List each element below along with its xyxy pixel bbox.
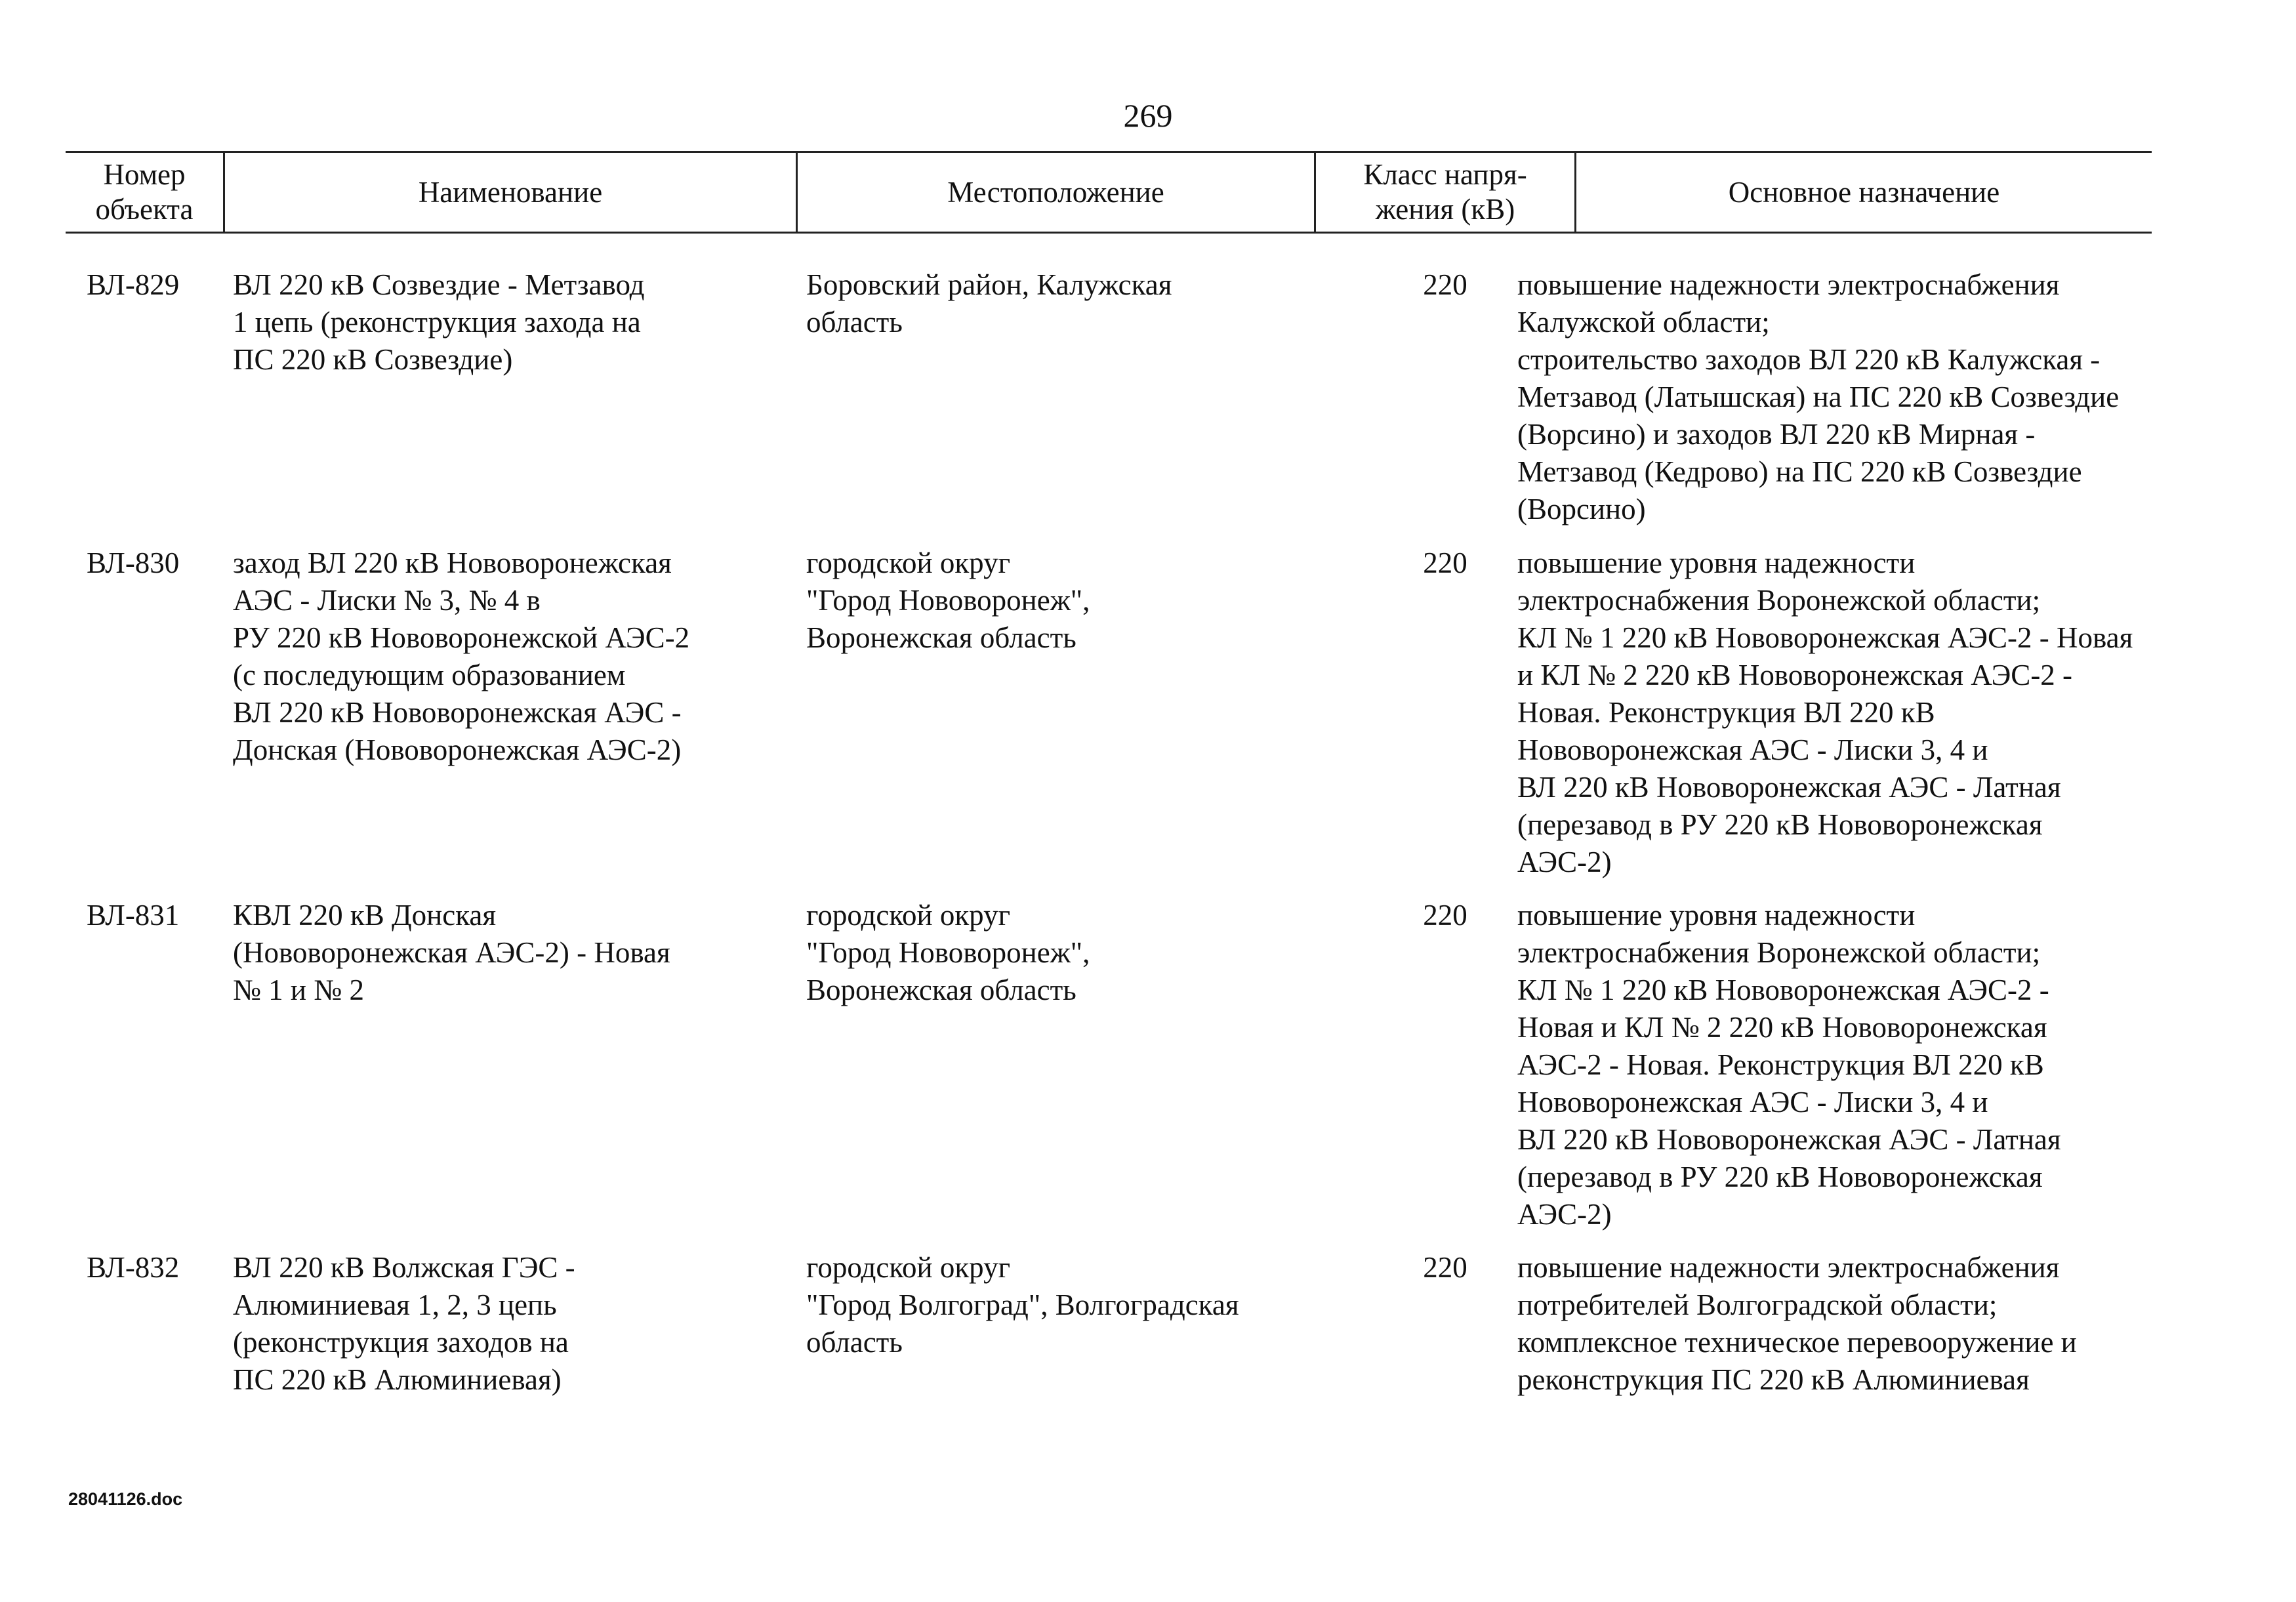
header-voltage-class-text: Класс напря- жения (кВ) <box>1363 158 1527 226</box>
row-purpose: повышение надежности электроснабжения потребителей Волгоградской области; комплексное техническое перевооружение и реконструкция ПС 220 кВ Алюминиевая <box>1517 1251 2077 1396</box>
row-purpose: повышение надежности электроснабжения Калужской области; строительство заходов ВЛ 220 кВ Калужская - Метзавод (Латышская) на ПС 220 кВ Созвездие (Ворсино) и заходов ВЛ 220 кВ Мирная - Метзавод (Кедрово) на ПС 220 кВ Созвездие (Ворсино) <box>1517 268 2120 525</box>
row-location: Боровский район, Калужская область <box>806 268 1172 339</box>
row-location: городской округ "Город Волгоград", Волгоградская область <box>806 1251 1239 1359</box>
header-voltage-class <box>1316 153 1574 232</box>
row-voltage: 220 <box>1423 546 1467 579</box>
row-voltage: 220 <box>1423 1251 1467 1284</box>
page-number: 269 <box>1123 97 1173 134</box>
row-object-number: ВЛ-831 <box>87 899 180 932</box>
header-object-number <box>66 153 223 232</box>
header-purpose-text: Основное назначение <box>1728 175 2000 209</box>
header-purpose <box>1576 153 2152 232</box>
row-purpose: повышение уровня надежности электроснабжения Воронежской области; КЛ № 1 220 кВ Нововоронежская АЭС-2 - Новая и КЛ № 2 220 кВ Нововоронежская АЭС-2 - Новая. Реконструкция ВЛ 220 кВ Нововоронежская АЭС - Лиски 3, 4 и ВЛ 220 кВ Нововоронежская АЭС - Латная (перезавод в РУ 220 кВ Нововоронежская АЭС-2) <box>1517 546 2133 878</box>
row-purpose: повышение уровня надежности электроснабжения Воронежской области; КЛ № 1 220 кВ Нововоронежская АЭС-2 - Новая и КЛ № 2 220 кВ Нововоронежская АЭС-2 - Новая. Реконструкция ВЛ 220 кВ Нововоронежская АЭС - Лиски 3, 4 и ВЛ 220 кВ Нововоронежская АЭС - Латная (перезавод в РУ 220 кВ Нововоронежская АЭС-2) <box>1517 899 2061 1231</box>
row-name: ВЛ 220 кВ Волжская ГЭС - Алюминиевая 1, 2, 3 цепь (реконструкция заходов на ПС 220 кВ Алюминиевая) <box>233 1251 575 1396</box>
row-voltage: 220 <box>1423 899 1467 932</box>
header-object-number-text: Номер объекта <box>95 158 194 226</box>
header-name-text: Наименование <box>418 175 603 209</box>
header-location-text: Местоположение <box>947 175 1164 209</box>
row-object-number: ВЛ-830 <box>87 546 180 579</box>
row-location: городской округ "Город Нововоронеж", Воронежская область <box>806 899 1090 1006</box>
header-name <box>225 153 796 232</box>
header-location <box>798 153 1314 232</box>
row-location: городской округ "Город Нововоронеж", Воронежская область <box>806 546 1090 654</box>
row-object-number: ВЛ-832 <box>87 1251 180 1284</box>
document-filename: 28041126.doc <box>68 1489 183 1509</box>
row-voltage: 220 <box>1423 268 1467 301</box>
table-header <box>66 151 2152 234</box>
row-name: заход ВЛ 220 кВ Нововоронежская АЭС - Лиски № 3, № 4 в РУ 220 кВ Нововоронежской АЭС-2 (с последующим образованием ВЛ 220 кВ Нововоронежская АЭС - Донская (Нововоронежская АЭС-2) <box>233 546 690 766</box>
row-name: КВЛ 220 кВ Донская (Нововоронежская АЭС-2) - Новая № 1 и № 2 <box>233 899 670 1006</box>
row-object-number: ВЛ-829 <box>87 268 180 301</box>
row-name: ВЛ 220 кВ Созвездие - Метзавод 1 цепь (реконструкция захода на ПС 220 кВ Созвездие) <box>233 268 645 376</box>
